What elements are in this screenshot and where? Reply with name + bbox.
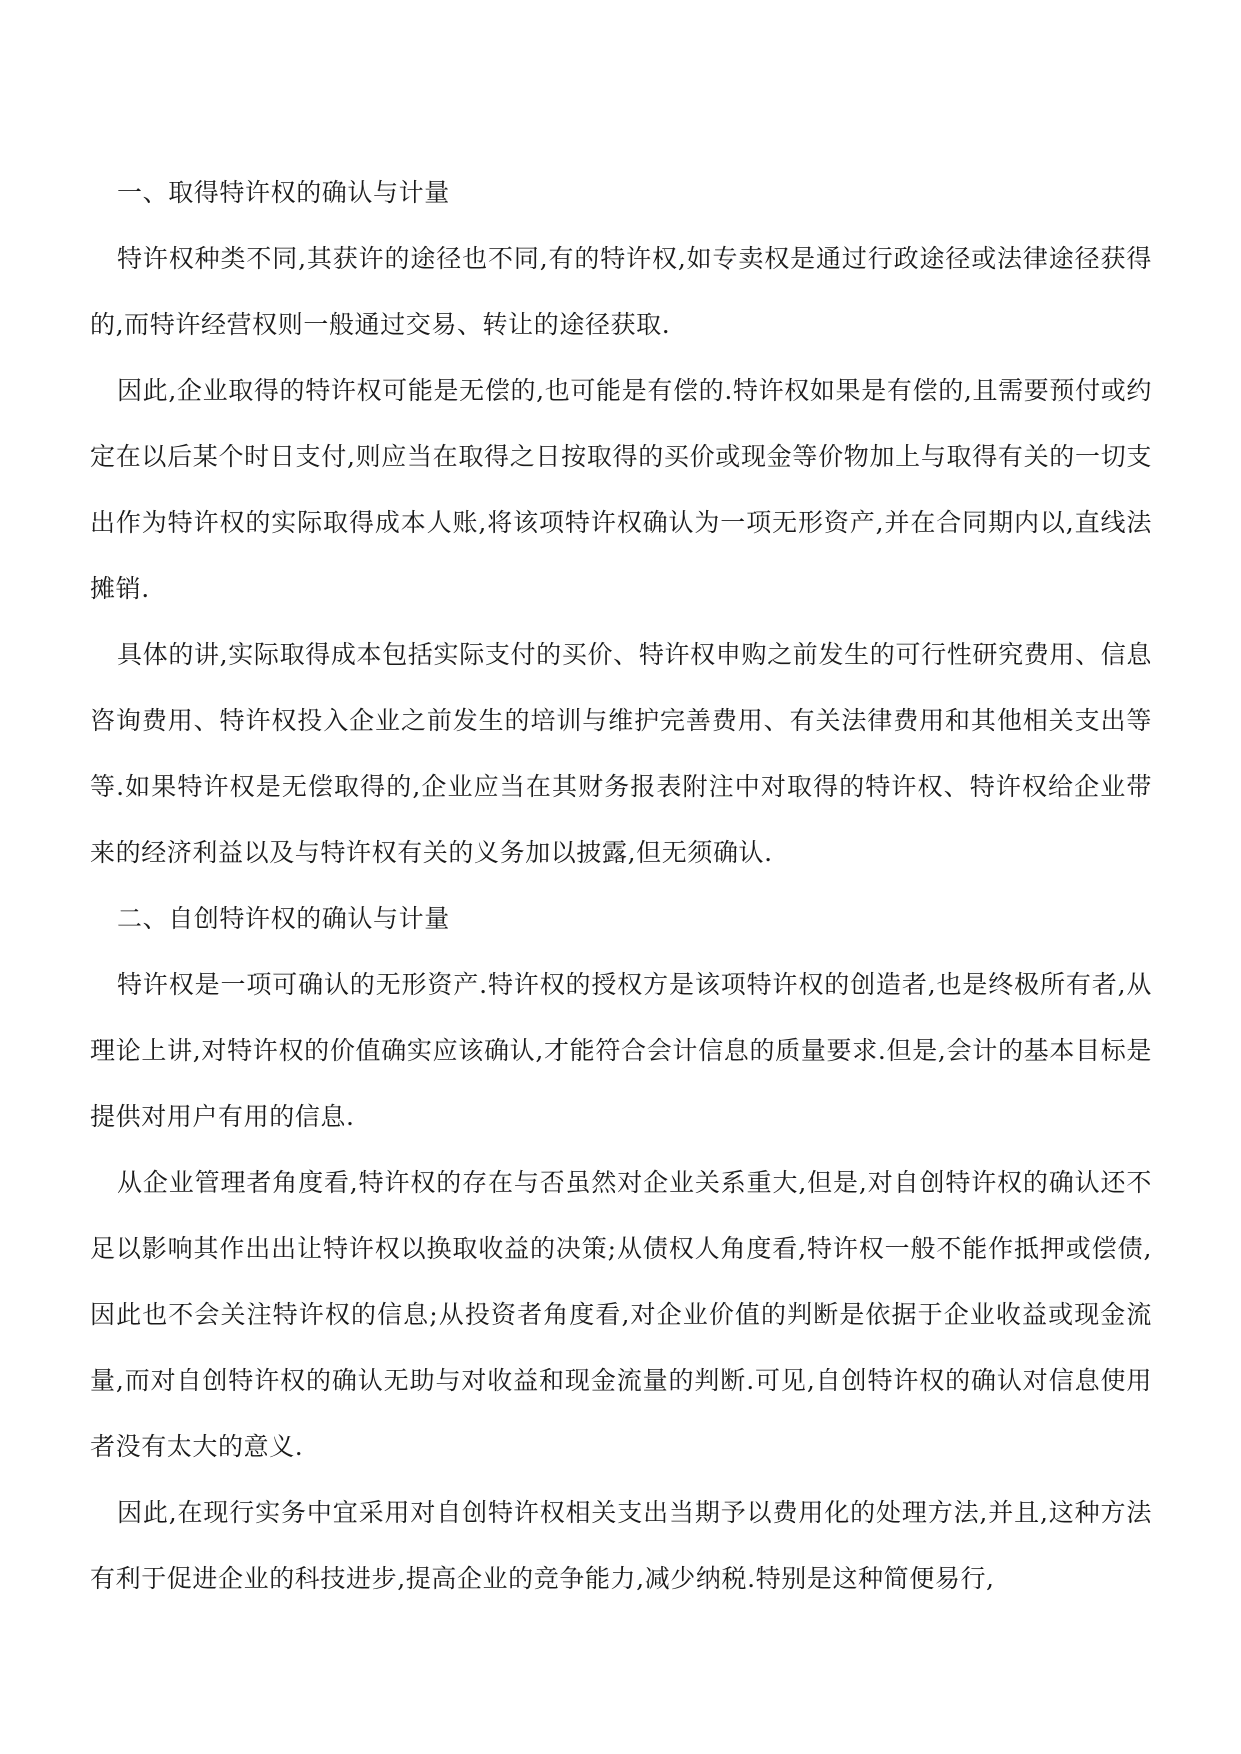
paragraph: 特许权是一项可确认的无形资产.特许权的授权方是该项特许权的创造者,也是终极所有者,从理论上讲,对特许权的价值确实应该确认,才能符合会计信息的质量要求.但是,会计的基本目标是提供对用户有用的信息. (90, 970, 1152, 1131)
document-body (90, 160, 1152, 1612)
paragraph: 具体的讲,实际取得成本包括实际支付的买价、特许权申购之前发生的可行性研究费用、信息咨询费用、特许权投入企业之前发生的培训与维护完善费用、有关法律费用和其他相关支出等等.如果特许权是无偿取得的,企业应当在其财务报表附注中对取得的特许权、特许权给企业带来的经济利益以及与特许权有关的义务加以披露,但无须确认. (90, 640, 1152, 867)
section-heading: 二、自创特许权的确认与计量 (117, 904, 450, 933)
paragraph: 因此,在现行实务中宜采用对自创特许权相关支出当期予以费用化的处理方法,并且,这种方法有利于促进企业的科技进步,提高企业的竞争能力,减少纳税.特别是这种简便易行, (90, 1498, 1152, 1593)
paragraph: 因此,企业取得的特许权可能是无偿的,也可能是有偿的.特许权如果是有偿的,且需要预付或约定在以后某个时日支付,则应当在取得之日按取得的买价或现金等价物加上与取得有关的一切支出作为特许权的实际取得成本人账,将该项特许权确认为一项无形资产,并在合同期内以,直线法摊销. (90, 376, 1152, 603)
section-self-created-franchise (90, 886, 1152, 1612)
paragraph: 特许权种类不同,其获许的途径也不同,有的特许权,如专卖权是通过行政途径或法律途径获得的,而特许经营权则一般通过交易、转让的途径获取. (90, 244, 1152, 339)
section-acquired-franchise (90, 160, 1152, 886)
paragraph: 从企业管理者角度看,特许权的存在与否虽然对企业关系重大,但是,对自创特许权的确认还不足以影响其作出出让特许权以换取收益的决策;从债权人角度看,特许权一般不能作抵押或偿债,因此也不会关注特许权的信息;从投资者角度看,对企业价值的判断是依据于企业收益或现金流量,而对自创特许权的确认无助与对收益和现金流量的判断.可见,自创特许权的确认对信息使用者没有太大的意义. (90, 1168, 1152, 1461)
section-heading: 一、取得特许权的确认与计量 (117, 178, 450, 207)
